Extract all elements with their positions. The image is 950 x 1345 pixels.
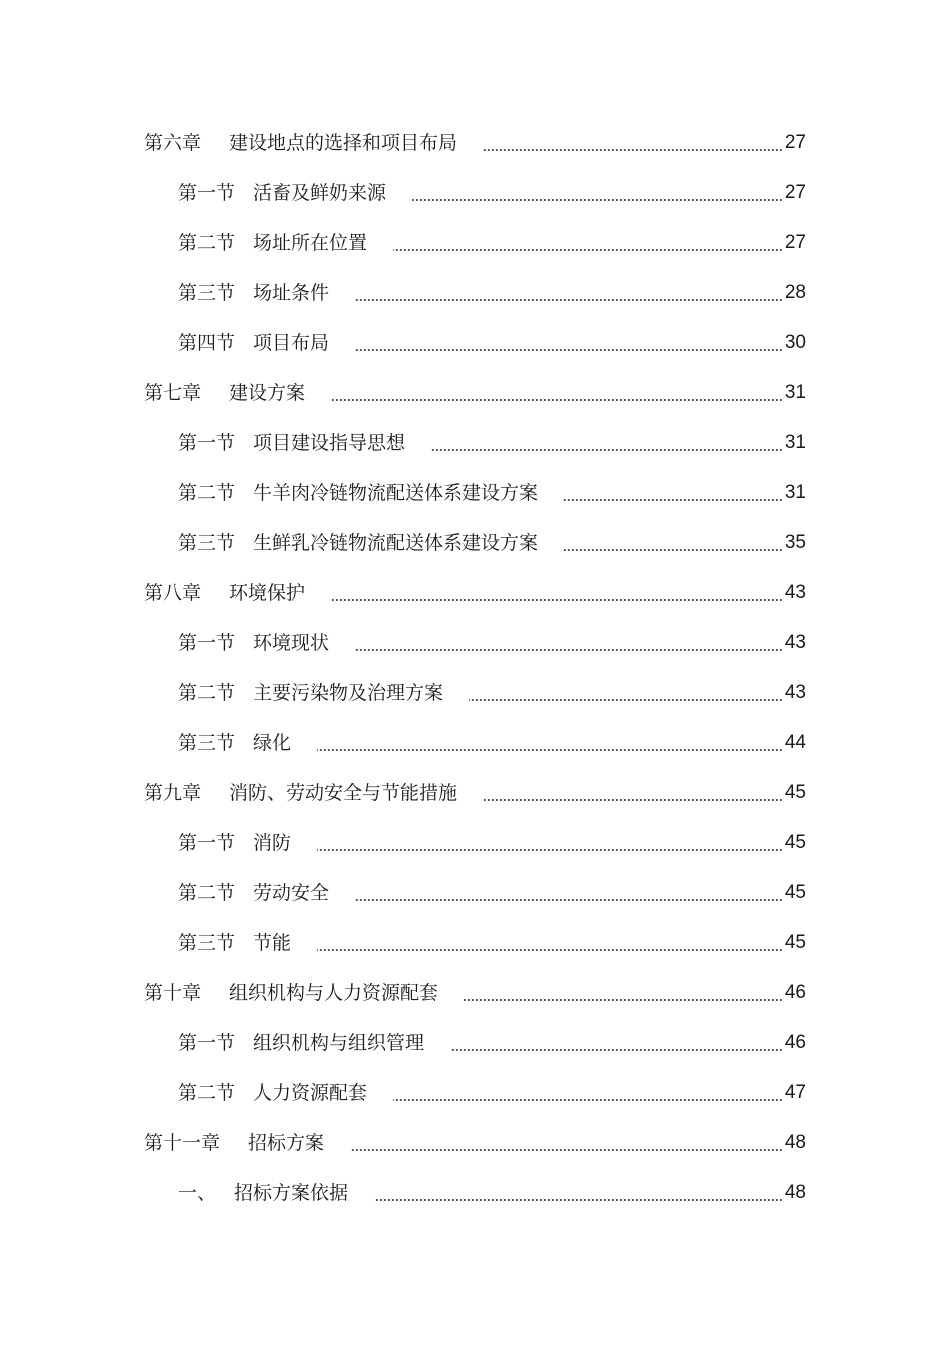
toc-dot-leader bbox=[355, 299, 783, 301]
toc-chapter-entry[interactable] bbox=[0, 774, 806, 804]
toc-page-number: 30 bbox=[784, 332, 806, 353]
toc-dot-leader bbox=[431, 449, 783, 451]
toc-dot-leader bbox=[317, 949, 783, 951]
toc-entry-title: 节能 bbox=[253, 932, 292, 954]
toc-entry-title: 招标方案依据 bbox=[234, 1182, 349, 1204]
toc-dot-leader bbox=[355, 899, 783, 901]
toc-entry-title: 环境现状 bbox=[253, 632, 330, 654]
toc-section-entry[interactable] bbox=[0, 924, 806, 954]
toc-entry-title: 消防 bbox=[253, 832, 292, 854]
toc-section-entry[interactable] bbox=[0, 224, 806, 254]
toc-page-number: 48 bbox=[784, 1132, 806, 1153]
toc-section-entry[interactable] bbox=[0, 474, 806, 504]
toc-entry-title: 场址条件 bbox=[253, 282, 330, 304]
toc-entry-number: 第三节 bbox=[178, 932, 236, 954]
toc-entry-number: 第一节 bbox=[178, 832, 236, 854]
toc-page-number: 43 bbox=[784, 682, 806, 703]
toc-entry-title: 活畜及鲜奶来源 bbox=[253, 182, 387, 204]
toc-entry-title: 组织机构与人力资源配套 bbox=[229, 982, 439, 1004]
toc-dot-leader bbox=[317, 849, 783, 851]
toc-section-entry[interactable] bbox=[0, 874, 806, 904]
toc-dot-leader bbox=[564, 549, 783, 551]
toc-entry-number: 第二节 bbox=[178, 482, 236, 504]
toc-entry-title: 主要污染物及治理方案 bbox=[253, 682, 444, 704]
toc-page-number: 27 bbox=[784, 132, 806, 153]
toc-entry-number: 第四节 bbox=[178, 332, 236, 354]
toc-entry-title: 生鲜乳冷链物流配送体系建设方案 bbox=[253, 532, 539, 554]
toc-entry-number: 第三节 bbox=[178, 532, 236, 554]
toc-entry-number: 第三节 bbox=[178, 732, 236, 754]
toc-section-entry[interactable] bbox=[0, 524, 806, 554]
toc-page-number: 46 bbox=[784, 1032, 806, 1053]
toc-page-number: 46 bbox=[784, 982, 806, 1003]
toc-section-entry[interactable] bbox=[0, 274, 806, 304]
toc-section-entry[interactable] bbox=[0, 674, 806, 704]
toc-dot-leader bbox=[564, 499, 783, 501]
toc-section-entry[interactable] bbox=[0, 1074, 806, 1104]
toc-entry-number: 第一节 bbox=[178, 1032, 236, 1054]
toc-entry-number: 第二节 bbox=[178, 682, 236, 704]
toc-dot-leader bbox=[483, 799, 783, 801]
toc-entry-title: 建设地点的选择和项目布局 bbox=[229, 132, 458, 154]
toc-entry-number: 第十章 bbox=[144, 982, 202, 1004]
toc-chapter-entry[interactable] bbox=[0, 574, 806, 604]
toc-dot-leader bbox=[331, 399, 783, 401]
toc-page-number: 43 bbox=[784, 632, 806, 653]
toc-entry-title: 绿化 bbox=[253, 732, 292, 754]
toc-entry-title: 项目建设指导思想 bbox=[253, 432, 406, 454]
toc-entry-number: 第三节 bbox=[178, 282, 236, 304]
toc-page-number: 45 bbox=[784, 932, 806, 953]
toc-entry-number: 第二节 bbox=[178, 232, 236, 254]
toc-dot-leader bbox=[450, 1049, 783, 1051]
toc-section-entry[interactable] bbox=[0, 624, 806, 654]
toc-dot-leader bbox=[483, 149, 783, 151]
toc-entry-title: 环境保护 bbox=[229, 582, 306, 604]
toc-entry-number: 第七章 bbox=[144, 382, 202, 404]
toc-dot-leader bbox=[355, 349, 783, 351]
toc-entry-number: 第六章 bbox=[144, 132, 202, 154]
toc-entry-number: 一、 bbox=[178, 1182, 217, 1204]
toc-chapter-entry[interactable] bbox=[0, 374, 806, 404]
toc-page-number: 28 bbox=[784, 282, 806, 303]
toc-entry-title: 场址所在位置 bbox=[253, 232, 368, 254]
toc-entry-number: 第二节 bbox=[178, 1082, 236, 1104]
toc-dot-leader bbox=[350, 1149, 783, 1151]
toc-dot-leader bbox=[469, 699, 783, 701]
toc-page-number: 47 bbox=[784, 1082, 806, 1103]
toc-page-number: 45 bbox=[784, 882, 806, 903]
toc-page-number: 27 bbox=[784, 182, 806, 203]
toc-entry-title: 建设方案 bbox=[229, 382, 306, 404]
toc-dot-leader bbox=[355, 649, 783, 651]
toc-entry-title: 劳动安全 bbox=[253, 882, 330, 904]
toc-section-entry[interactable] bbox=[0, 824, 806, 854]
toc-page-number: 31 bbox=[784, 432, 806, 453]
toc-entry-title: 人力资源配套 bbox=[253, 1082, 368, 1104]
toc-dot-leader bbox=[393, 1099, 783, 1101]
toc-dot-leader bbox=[464, 999, 783, 1001]
toc-dot-leader bbox=[374, 1199, 783, 1201]
toc-entry-number: 第十一章 bbox=[144, 1132, 221, 1154]
toc-page-number: 43 bbox=[784, 582, 806, 603]
toc-page-number: 31 bbox=[784, 382, 806, 403]
toc-section-entry[interactable] bbox=[0, 324, 806, 354]
toc-chapter-entry[interactable] bbox=[0, 1124, 806, 1154]
toc-entry-number: 第八章 bbox=[144, 582, 202, 604]
toc-entry-number: 第九章 bbox=[144, 782, 202, 804]
toc-dot-leader bbox=[412, 199, 783, 201]
toc-entry-title: 招标方案 bbox=[248, 1132, 325, 1154]
toc-page-number: 27 bbox=[784, 232, 806, 253]
toc-page-number: 45 bbox=[784, 832, 806, 853]
toc-page-number: 45 bbox=[784, 782, 806, 803]
toc-section-entry[interactable] bbox=[0, 1174, 806, 1204]
toc-entry-number: 第一节 bbox=[178, 432, 236, 454]
toc-entry-title: 牛羊肉冷链物流配送体系建设方案 bbox=[253, 482, 539, 504]
toc-entry-title: 消防、劳动安全与节能措施 bbox=[229, 782, 458, 804]
toc-entry-number: 第一节 bbox=[178, 182, 236, 204]
toc-page-number: 44 bbox=[784, 732, 806, 753]
toc-page-number: 35 bbox=[784, 532, 806, 553]
toc-section-entry[interactable] bbox=[0, 1024, 806, 1054]
toc-section-entry[interactable] bbox=[0, 724, 806, 754]
toc-dot-leader bbox=[317, 749, 783, 751]
toc-dot-leader bbox=[393, 249, 783, 251]
toc-entry-title: 组织机构与组织管理 bbox=[253, 1032, 425, 1054]
toc-entry-number: 第二节 bbox=[178, 882, 236, 904]
toc-section-entry[interactable] bbox=[0, 424, 806, 454]
toc-entry-title: 项目布局 bbox=[253, 332, 330, 354]
toc-section-entry[interactable] bbox=[0, 174, 806, 204]
toc-page-number: 31 bbox=[784, 482, 806, 503]
toc-page-number: 48 bbox=[784, 1182, 806, 1203]
toc-dot-leader bbox=[331, 599, 783, 601]
toc-chapter-entry[interactable] bbox=[0, 974, 806, 1004]
toc-entry-number: 第一节 bbox=[178, 632, 236, 654]
toc-chapter-entry[interactable] bbox=[0, 124, 806, 154]
